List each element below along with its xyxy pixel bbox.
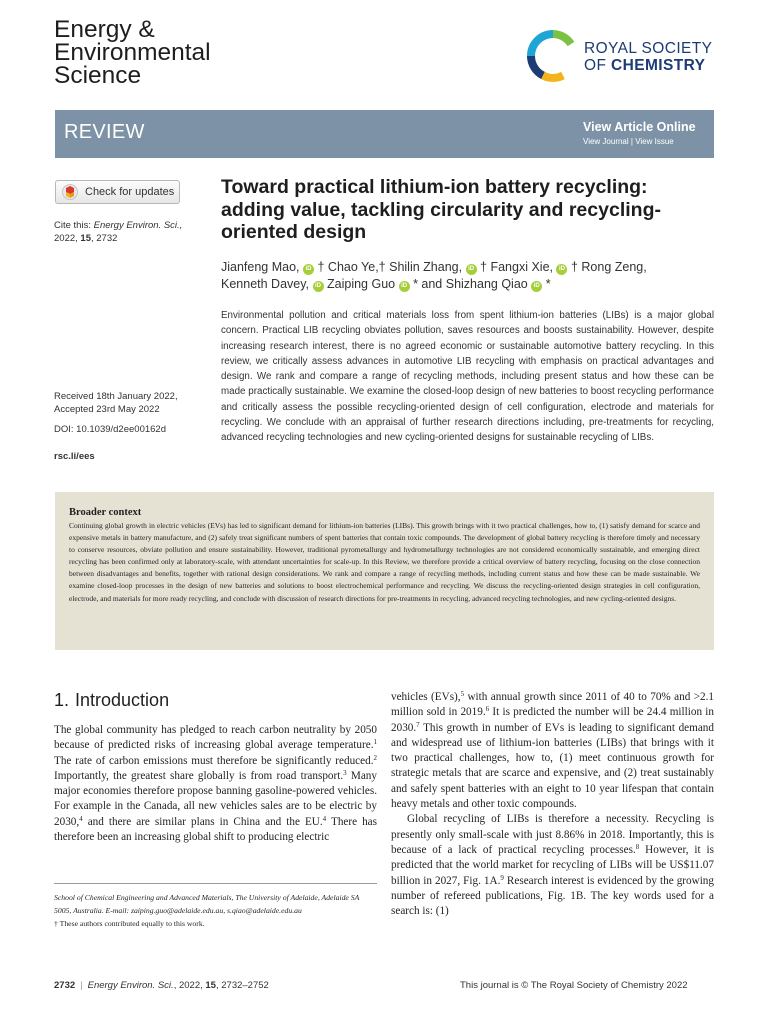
author-name: and Shizhang Qiao (421, 277, 528, 291)
author (327, 277, 421, 291)
author-mark: † (567, 260, 582, 274)
text-span: Global recycling of LIBs is therefore a necessity. Recycling is presently only small-scale with just 8.86% in 2018. Importantly, this is because of a lack of practical recycling processes. (391, 813, 714, 856)
orcid-icon[interactable]: iD (531, 281, 542, 292)
footer-volume: 15 (205, 980, 216, 991)
view-article-online-link[interactable]: View Article Online (583, 120, 696, 134)
text-span: The rate of carbon emissions must therefore be significantly reduced. (54, 754, 374, 767)
author-name: Shilin Zhang, (389, 260, 463, 274)
author-name: Rong Zeng, (581, 260, 647, 274)
doi[interactable]: DOI: 10.1039/d2ee00162d (54, 424, 166, 435)
reference-link[interactable]: 8 (635, 842, 640, 851)
section-heading (54, 690, 169, 711)
journal-title-line1: Energy & (54, 16, 155, 43)
reference-link[interactable]: 2 (373, 753, 377, 762)
text-span: and there are similar plans in China and the EU. (82, 815, 323, 828)
publisher-line2-prefix: OF (584, 57, 607, 74)
abstract: Environmental pollution and critical materials loss from spent lithium-ion batteries (LIBs) is a major global concern. Practical LIB recycling obviates pollution, saves resources and boosts sustainability. However, despite increasing research interest, there is no agreed economic or sustainable automotive battery recycling. In this review, we critically assess advances in automotive LIB recycling with emphasis on practical advantages and design. We rank and compare a range of recycling methods, including present status and how these can be made practically sustainable. We examine the closed-loop design of new batteries to boost recycling performance and critically assess the possible recycling-oriented design of cell configuration, electrode and materials for recycling. We conclude with an appraisal of further research directions including, pre-treatments for recycling, advanced recycling technologies and new cycling-oriented designs for sustainable recycling of LIBs. (221, 310, 714, 444)
accepted-date: Accepted 23rd May 2022 (54, 404, 160, 415)
received-dates (54, 390, 178, 416)
section-title: Introduction (75, 690, 170, 710)
author-name: Chao Ye, (327, 260, 379, 274)
publisher-line1: ROYAL SOCIETY (584, 40, 713, 57)
footnote-divider (54, 883, 377, 884)
text-span: Many major economies therefore propose banning gasoline-powered vehicles. For example in the Canada, all new vehicles sales are to be electric by 2030, (54, 769, 377, 828)
orcid-icon[interactable]: iD (466, 264, 477, 275)
footer-journal: Energy Environ. Sci. (87, 980, 174, 991)
orcid-icon[interactable]: iD (303, 264, 314, 275)
author-mark: † (314, 260, 328, 274)
reference-link[interactable]: 5 (460, 690, 465, 698)
review-banner (55, 110, 714, 158)
text-span: It is predicted the number will be 24.4 million in 2030. (391, 706, 714, 734)
author-mark: * (542, 277, 551, 291)
author-mark: * (409, 277, 422, 291)
author (421, 277, 550, 291)
citation-info (54, 219, 194, 245)
affiliation-footnote: School of Chemical Engineering and Advanced Materials, The University of Adelaide, Adelaide SA 5005, Australia. E-mail: zaiping.guo@adelaide.edu.au, s.qiao@adelaide.edu.au (54, 893, 360, 915)
publisher-name (584, 40, 712, 74)
author-name: Jianfeng Mao, (221, 260, 300, 274)
view-links (583, 137, 674, 146)
received-date: Received 18th January 2022, (54, 391, 178, 402)
check-for-updates-label: Check for updates (85, 186, 175, 198)
equal-contribution-footnote: † These authors contributed equally to this work. (54, 919, 205, 928)
author-mark: † (378, 260, 390, 274)
text-span: This growth in number of EVs is leading to significant demand and widespread use of lithium-ion batteries (LIBs) that brings with it two practical challenges, how to, (1) meet continuous growth for strategic metals that are scarce and expensive, and (2) treat sustainably and safely spent batteries with an eight to 10 year lifespan that contain heavy metals and other toxic compounds. (391, 721, 714, 811)
reference-link[interactable]: 1 (373, 738, 377, 747)
journal-short-link[interactable]: rsc.li/ees (54, 451, 95, 462)
view-journal-link[interactable]: View Journal (583, 137, 629, 146)
orcid-icon[interactable]: iD (556, 264, 567, 275)
paragraph (54, 723, 377, 845)
reference-link[interactable]: 4 (322, 814, 327, 823)
broader-context-heading: Broader context (69, 507, 142, 518)
text-span: There has therefore been an increasing global shift to producing electric (54, 815, 378, 844)
cite-pages: , 2732 (91, 233, 118, 244)
crossmark-icon (62, 184, 78, 200)
journal-title (54, 18, 314, 87)
footer-pages: , 2732–2752 (215, 980, 269, 991)
orcid-icon[interactable]: iD (399, 281, 410, 292)
footnotes (54, 891, 377, 930)
publisher-line2 (584, 57, 712, 74)
page-footer-left (54, 980, 269, 991)
text-span: with annual growth since 2011 of 40 to 70% and >2.1 million sold in 2019. (391, 691, 715, 719)
check-for-updates-button[interactable] (55, 180, 180, 204)
cite-volume: 15 (80, 233, 91, 244)
author (221, 260, 328, 274)
reference-link[interactable]: 4 (79, 814, 83, 823)
author-name: Kenneth Davey, (221, 277, 310, 291)
text-span: vehicles (EVs), (391, 691, 461, 703)
footer-separator: | (80, 980, 83, 991)
view-issue-link[interactable]: View Issue (635, 137, 674, 146)
author-name: Fangxi Xie, (490, 260, 553, 274)
journal-title-line2: Environmental (54, 39, 211, 66)
author (490, 260, 581, 274)
text-span: The global community has pledged to reach carbon neutrality by 2050 because of predicted risks of increasing global average temperature. (54, 724, 377, 752)
cite-year: 2022, (54, 233, 81, 244)
author-name: Zaiping Guo (327, 277, 396, 291)
view-links-divider: | (630, 137, 633, 146)
reference-link[interactable]: 6 (485, 705, 490, 714)
body-column-right (391, 690, 714, 919)
reference-link[interactable]: 7 (416, 720, 420, 729)
section-number: 1. (54, 690, 70, 710)
body-column-left (54, 723, 377, 845)
author (581, 260, 646, 274)
rsc-logo-icon (527, 30, 579, 82)
orcid-icon[interactable]: iD (313, 281, 324, 292)
cite-journal: Energy Environ. Sci., (93, 220, 183, 231)
author (389, 260, 490, 274)
reference-link[interactable]: 3 (343, 768, 347, 777)
broader-context-text: Continuing global growth in electric vehicles (EVs) has led to significant demand for lithium-ion batteries (LIBs). This growth brings with it two practical challenges, how to, (1) satisfy demand for scarce and expensive metals in battery manufacture, and (2) safely treat significant numbers of spent batteries that contain toxic compounds. The development of global battery recycling is therefore timely and necessary to conserve resources, obviate pollution and ensure sustainability. However, traditional pyrometallurgy and hydrometallurgy technologies are not considered economically sustainable, and emerging direct recycling has been confirmed only at laboratory-scale, with attendant uncertainties for scale-up. In this Review, we therefore provide a critical overview of battery recycling, focusing on the close connection between disadvantages and benefits, together with rational design considerations. We rank and compare a range of recycling methods, including current status and how these can be made sustainable. We examine closed-loop processes in the design of new batteries and solutions to boost electrochemical performance and recycling. We discuss the recycling-oriented design strategies in cell configuration, electrode, and materials for more ready recycling, and conclude with discussion of research directions for pre-treatments in recycling, advanced recycling technologies, and new cycling-oriented designs. (69, 521, 700, 603)
text-span: Importantly, the greatest share globally is from road transport. (54, 769, 344, 782)
reference-link[interactable]: 9 (500, 873, 504, 882)
page-number: 2732 (54, 980, 76, 991)
paragraph (391, 690, 714, 812)
footer-year: , 2022, (173, 980, 206, 991)
text-span: Research interest is evidenced by the growing number of refereed publications, Fig. 1B. The key words used for a search is: (1) (391, 874, 714, 918)
author (221, 277, 327, 291)
author-mark: † (476, 260, 491, 274)
cite-prefix: Cite this: (54, 220, 94, 231)
publisher-line2-bold: CHEMISTRY (611, 57, 706, 74)
journal-title-line3: Science (54, 62, 142, 89)
author-list (221, 259, 691, 293)
review-label: REVIEW (64, 121, 145, 143)
paragraph (391, 812, 714, 919)
article-title: Toward practical lithium-ion battery recycling: adding value, tackling circularity and recycling-oriented design (221, 176, 661, 243)
author (328, 260, 389, 274)
text-span: However, it is predicted that the world market for recycling of LIBs will be US$11.07 billion in 2027, Fig. 1A. (391, 843, 715, 887)
copyright-notice: This journal is © The Royal Society of Chemistry 2022 (460, 980, 688, 991)
